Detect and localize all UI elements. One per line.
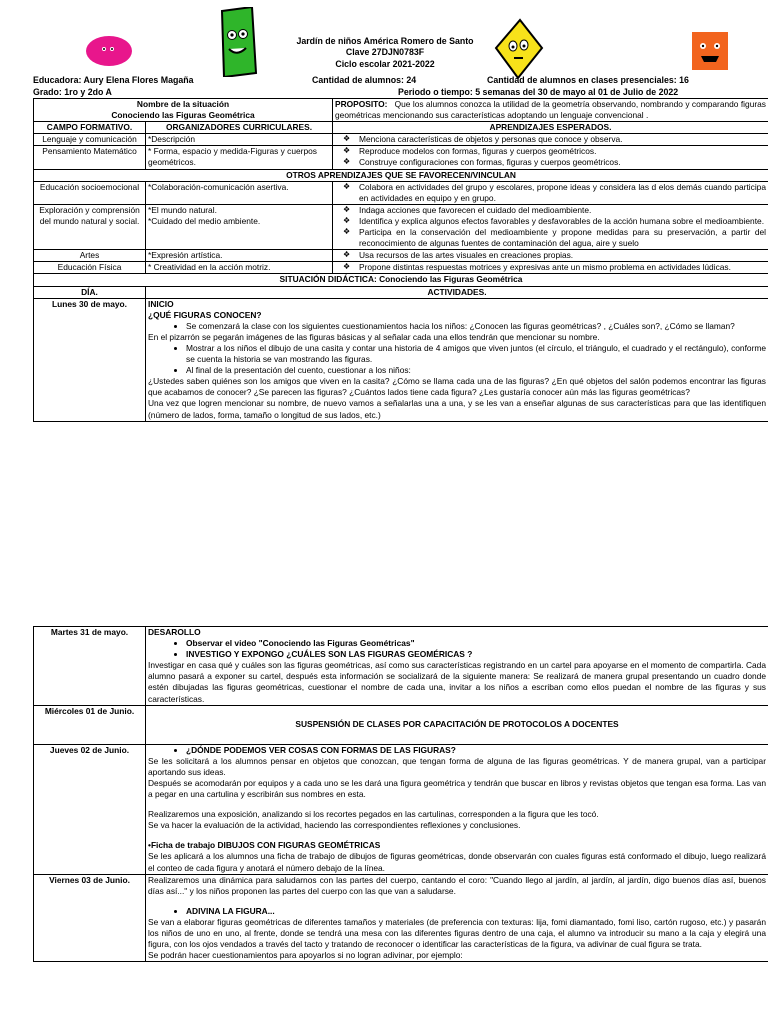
list-item: ❖ Usa recursos de las artes visuales en creaciones propias. [349, 250, 766, 261]
list-item: ❖ Indaga acciones que favorecen el cuidado del medioambiente. [349, 205, 766, 216]
table-row [34, 262, 768, 274]
period: Periodo o tiempo: 5 semanas del 30 de mayo al 01 de Julio de 2022 [398, 87, 679, 97]
table-row [34, 627, 768, 706]
list-item: ❖ Colabora en actividades del grupo y escolares, propone ideas y considera las d elos demás cuando participa en actividades en equipo y en grupo. [349, 182, 766, 204]
aprend-cell [333, 181, 768, 204]
day-cell: Jueves 02 de Junio. [34, 744, 146, 874]
purpose-text: Que los alumnos conozca la utilidad de la geometría observando, nombrando y comparando figuras geométricas mencionando sus características adoptando un lenguaje convencional . [335, 99, 766, 121]
in-person-count: Cantidad de alumnos en clases presenciales: 16 [487, 75, 689, 85]
campo-cell: Lenguaje y comunicación [34, 134, 146, 146]
aprend-cell [333, 250, 768, 262]
col-aprendizajes: APRENDIZAJES ESPERADOS. [333, 122, 768, 134]
aprend-cell [333, 134, 768, 146]
list-item: • ¿DÓNDE PODEMOS VER COSAS CON FORMAS DE LAS FIGURAS? [186, 745, 766, 756]
campo-cell: Educación Física [34, 262, 146, 274]
table-row [34, 134, 768, 146]
campo-cell: Educación socioemocional [34, 181, 146, 204]
list-item: • Mostrar a los niños el dibujo de una casita y contar una historia de 4 amigos que viven juntos (el círculo, el triángulo, el cuadrado y el rectángulo), conforme se cuenta la historia se van mostrando las figuras. [186, 343, 766, 365]
activity-question: ¿QUÉ FIGURAS CONOCEN? [148, 309, 262, 320]
campo-cell: Pensamiento Matemático [34, 146, 146, 169]
day-cell: Miércoles 01 de Junio. [34, 705, 146, 744]
pink-oval-face-icon [84, 34, 134, 68]
day-cell: Martes 31 de mayo. [34, 627, 146, 706]
list-item: ❖ Propone distintas respuestas motrices y expresivas ante un mismo problema en actividades lúdicas. [349, 262, 766, 273]
aprend-cell [333, 262, 768, 274]
yellow-diamond-face-icon [494, 18, 544, 80]
planning-table [33, 98, 768, 422]
activity-cell [146, 744, 768, 874]
list-item: ❖ Participa en la conservación del medioambiente y propone medidas para su preservación, a partir del reconocimiento de algunas fuentes de contaminación del agua, aire y suelo [349, 227, 766, 249]
list-item: • ADIVINA LA FIGURA... [186, 906, 766, 917]
grade: Grado: 1ro y 2do A [33, 87, 112, 97]
paragraph: Después se acomodarán por equipos y a cada uno se les dará una figura geométrica y tendrán que buscar en libros y revistas objetos que tengan esa forma. Las van a pegar en una cartulina y escribirán sus nombres en esta. [148, 777, 766, 800]
situation-label: Nombre de la situación [136, 99, 230, 109]
col-campo: CAMPO FORMATIVO. [34, 122, 146, 134]
activities-table [33, 626, 768, 962]
paragraph: ¿Ustedes saben quiénes son los amigos que viven en la casita? ¿Cómo se llama cada una de las figuras? ¿En qué objetos del salón podemos encontrar las figuras que acabamos de conocer? ¿Se parecen las figuras? ¿Cuántos lados tiene cada figura? ¿Les gustaría conocer aún más las figuras geométricas? [148, 376, 766, 398]
activity-subheading: •Ficha de trabajo DIBUJOS CON FIGURAS GEOMÉTRICAS [148, 840, 381, 851]
activity-cell [146, 298, 768, 421]
school-header [275, 36, 495, 70]
worksheet-title: Ficha de trabajo DIBUJOS CON FIGURAS GEOMÉTRICAS [150, 840, 381, 851]
list-item: ❖ Construye configuraciones con formas, figuras y cuerpos geométricos. [349, 157, 766, 168]
campo-cell: Artes [34, 250, 146, 262]
table-row [34, 874, 768, 962]
list-item: • Observar el video "Conociendo las Figuras Geométricas" [186, 638, 766, 649]
activity-cell [146, 627, 768, 706]
day-cell: Lunes 30 de mayo. [34, 298, 146, 421]
green-rectangle-face-icon [216, 7, 258, 77]
col-actividades: ACTIVIDADES. [146, 286, 768, 298]
paragraph: Se les aplicará a los alumnos una ficha de trabajo de dibujos de figuras geométricas, donde observarán con cuales figuras está conformado el dibujo, luego realizará el conteo de cada figura y anotará el número debajo de la línea. [148, 851, 766, 873]
paragraph: En el pizarrón se pegarán imágenes de las figuras básicas y al señalar cada una ellos tendrán que mencionar su nombre. [148, 331, 600, 342]
table-row [34, 146, 768, 169]
org-cell: *Expresión artística. [146, 250, 333, 262]
activity-cell [146, 874, 768, 962]
table-row [34, 705, 768, 744]
situacion-didactica: SITUACIÓN DIDÁCTICA: Conociendo las Figuras Geométrica [34, 274, 768, 286]
campo-cell: Exploración y comprensión del mundo natural y social. [34, 204, 146, 249]
list-item: ❖ Reproduce modelos con formas, figuras y cuerpos geométricos. [349, 146, 766, 157]
aprend-cell [333, 146, 768, 169]
paragraph: Se van a elaborar figuras geométricas de diferentes tamaños y materiales (de preferencia con texturas: lija, fomi diamantado, fomi liso, cartón rugoso, etc.) y pasarán los niños de uno en uno, al frente, donde se tendrá una mesa con las diferentes figuras dentro de una caja, el alumno va introducir su mano a la caja y elegirá una figura, con los ojos vendados a través del tacto y tratando de reconocer o identificar las características de la figura, va adivinar de cual figura se trata. [148, 916, 766, 950]
table-row [34, 744, 768, 874]
table-row [34, 250, 768, 262]
list-item: ❖ Menciona características de objetos y personas que conoce y observa. [349, 134, 766, 145]
aprend-cell [333, 204, 768, 249]
table-row [34, 204, 768, 249]
purpose-cell [333, 99, 768, 122]
list-item: • Al final de la presentación del cuento, cuestionar a los niños: [186, 365, 766, 376]
list-item: • INVESTIGO Y EXPONGO ¿CUÁLES SON LAS FIGURAS GEOMÉRICAS ? [186, 649, 766, 660]
otros-title: OTROS APRENDIZAJES QUE SE FAVORECEN/VINCULAN [34, 169, 768, 181]
paragraph: Realizaremos una exposición, analizando si los recortes pegados en las cartulinas, corresponden a la figura que les tocó. [148, 809, 599, 820]
orange-square-face-icon [690, 28, 730, 72]
org-cell: *Colaboración-comunicación asertiva. [146, 181, 333, 204]
school-cycle: Ciclo escolar 2021-2022 [335, 58, 435, 69]
org-cell: *El mundo natural. *Cuidado del medio ambiente. [146, 204, 333, 249]
paragraph: Se podrán hacer cuestionamientos para apoyarlos si no logran adivinar, por ejemplo: [148, 950, 463, 961]
col-dia: DÍA. [34, 286, 146, 298]
table-row [34, 181, 768, 204]
activity-heading: DESAROLLO [148, 627, 201, 637]
table-row [34, 298, 768, 421]
day-cell: Viernes 03 de Junio. [34, 874, 146, 962]
school-clave: Clave 27DJN0783F [345, 47, 425, 58]
situation-name-cell [34, 99, 333, 122]
org-cell: *Descripción [146, 134, 333, 146]
educadora: Educadora: Aury Elena Flores Magaña [33, 75, 194, 85]
purpose-label: PROPOSITO: [335, 99, 388, 109]
paragraph: Realizaremos una dinámica para saludarnos con las partes del cuerpo, cantando el coro: "Cuando llego al jardín, al jardín, al jardín, digo buenos días así, buenos días así..." y los niños proponen las partes del cuerpo con las que van a saludarse. [148, 874, 766, 896]
situation-title: Conociendo las Figuras Geométrica [111, 110, 255, 121]
col-organizadores: ORGANIZADORES CURRICULARES. [146, 122, 333, 134]
school-name: Jardín de niños América Romero de Santo [296, 36, 474, 46]
paragraph: Se va hacer la evaluación de la actividad, haciendo las correspondientes reflexiones y conclusiones. [148, 820, 521, 831]
activity-heading: INICIO [148, 298, 174, 309]
list-item: ❖ Identifica y explica algunos efectos favorables y desfavorables de la acción humana sobre el medioambiente. [349, 216, 766, 227]
org-cell: * Creatividad en la acción motriz. [146, 262, 333, 274]
paragraph: Una vez que logren mencionar su nombre, de nuevo vamos a señalarlas una a una, y se les van a enseñar algunas de sus características para que las identifiquen (número de lados, forma, tamaño o longitud de sus lados, etc.) [148, 398, 766, 420]
paragraph: Se les solicitará a los alumnos pensar en objetos que conozcan, que tengan forma de alguna de las figuras geométricas. Y de manera grupal, van a participar aportando sus ideas. [148, 755, 766, 777]
student-count: Cantidad de alumnos: 24 [312, 75, 417, 85]
paragraph: Investigar en casa qué y cuáles son las figuras geométricas, así como sus características registrando en un cartel para apoyarse en el momento de compartirla. Cada alumno pasará a exponer su cartel, después esta información se socializará de la siguiente manera: Se realizará de manera grupal presentando un cuadro donde estén dibujadas las figuras geométricas, cuestionar el nombre de cada una, invitar a los niños a escriban como ellos puedan el nombre de las figuras y sus características. [148, 660, 766, 704]
list-item: • Se comenzará la clase con los siguientes cuestionamientos hacia los niños: ¿Conocen las figuras geométricas? , ¿Cuáles son?, ¿Cómo se llaman? [186, 321, 766, 332]
suspension-cell: SUSPENSIÓN DE CLASES POR CAPACITACIÓN DE PROTOCOLOS A DOCENTES [146, 705, 768, 744]
org-cell: * Forma, espacio y medida-Figuras y cuerpos geométricos. [146, 146, 333, 169]
